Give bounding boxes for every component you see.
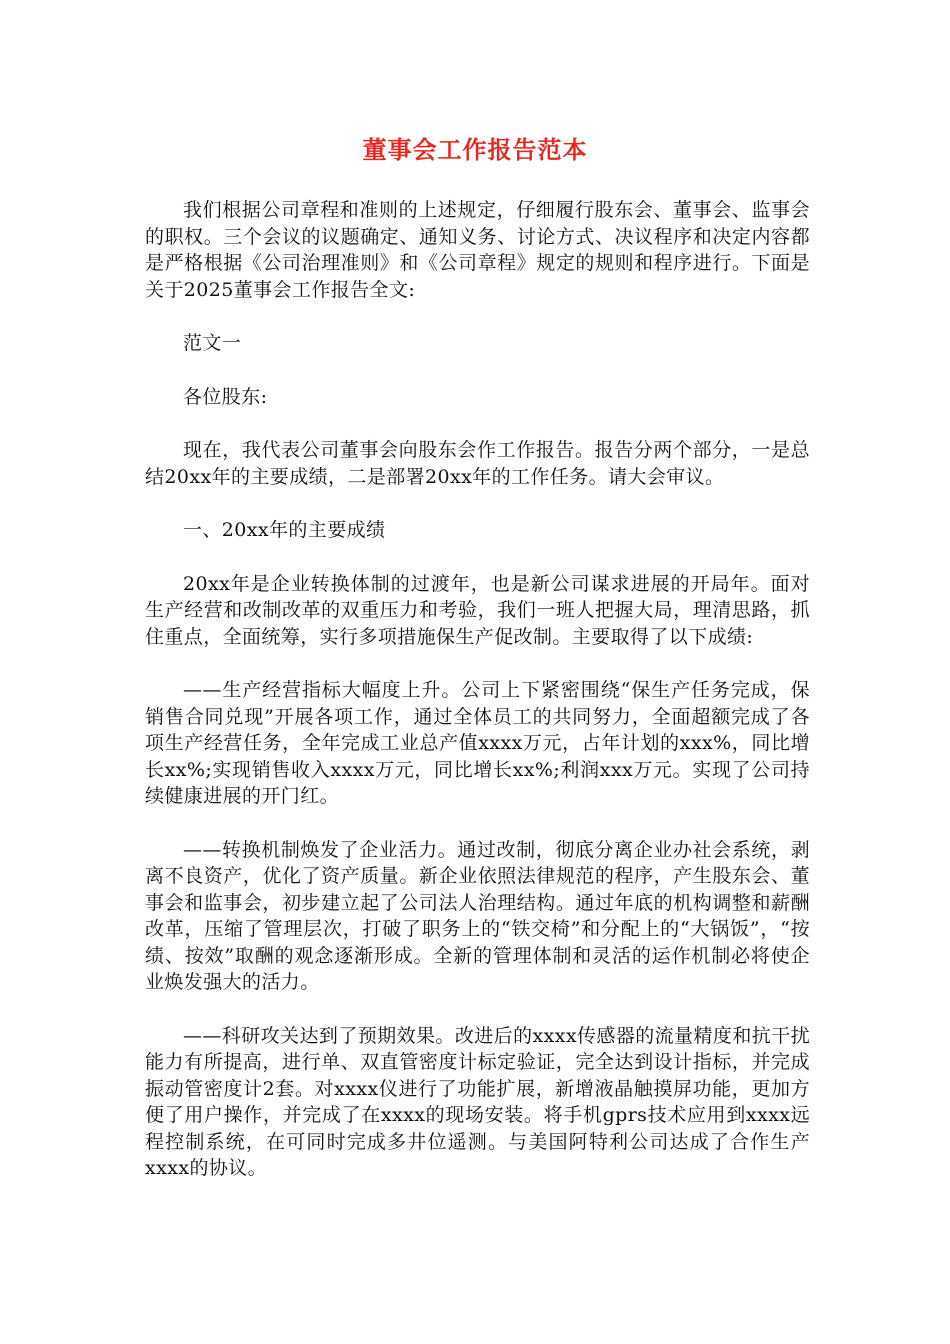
paragraph-mechanism-reform: ——转换机制焕发了企业活力。通过改制，彻底分离企业办社会系统，剥离不良资产，优化了资产质量。新企业依照法律规范的程序，产生股东会、董事会和监事会，初步建立起了公司法人治理结构。通过年底的机构调整和薪酬改革，压缩了管理层次，打破了职务上的“铁交椅”和分配上的“大锅饭”，“按绩、按效”取酬的观念逐渐形成。全新的管理体制和灵活的运作机制必将使企业焕发强大的活力。	[145, 838, 810, 993]
paragraph-report-overview: 现在，我代表公司董事会向股东会作工作报告。报告分两个部分，一是总结20xx年的主要成绩，二是部署20xx年的工作任务。请大会审议。	[145, 439, 810, 488]
paragraph-intro: 我们根据公司章程和准则的上述规定，仔细履行股东会、董事会、监事会的职权。三个会议的议题确定、通知义务、讨论方式、决议程序和决定内容都是严格根据《公司治理准则》和《公司章程》规定的规则和程序进行。下面是关于2025董事会工作报告全文:	[145, 199, 810, 301]
paragraph-sample-heading: 范文一	[183, 332, 242, 354]
paragraph-production-indicators: ——生产经营指标大幅度上升。公司上下紧密围绕“保生产任务完成，保销售合同兑现”开展各项工作，通过全体员工的共同努力，全面超额完成了各项生产经营任务，全年完成工业总产值xxxx万元，占年计划的xxx%，同比增长xx%;实现销售收入xxxx万元，同比增长xx%;利润xxx万元。实现了公司持续健康进展的开门红。	[145, 679, 810, 807]
paragraph-salutation: 各位股东:	[183, 385, 268, 408]
document-body	[145, 197, 810, 1209]
section-heading-achievements: 一、20xx年的主要成绩	[183, 519, 386, 541]
paragraph-transition-year: 20xx年是企业转换体制的过渡年，也是新公司谋求进展的开局年。面对生产经营和改制改革的双重压力和考验，我们一班人把握大局，理清思路，抓住重点，全面统筹，实行多项措施保生产促改制。主要取得了以下成绩:	[145, 572, 810, 648]
paragraph-research-results: ——科研攻关达到了预期效果。改进后的xxxx传感器的流量精度和抗干扰能力有所提高，进行单、双直管密度计标定验证，完全达到设计指标，并完成振动管密度计2套。对xxxx仪进行了功能扩展，新增液晶触摸屏功能，更加方便了用户操作，并完成了在xxxx的现场安装。将手机gprs技术应用到xxxx远程控制系统，在可同时完成多井位遥测。与美国阿特利公司达成了合作生产xxxx的协议。	[145, 1024, 810, 1179]
document-title: 董事会工作报告范本	[362, 136, 588, 164]
